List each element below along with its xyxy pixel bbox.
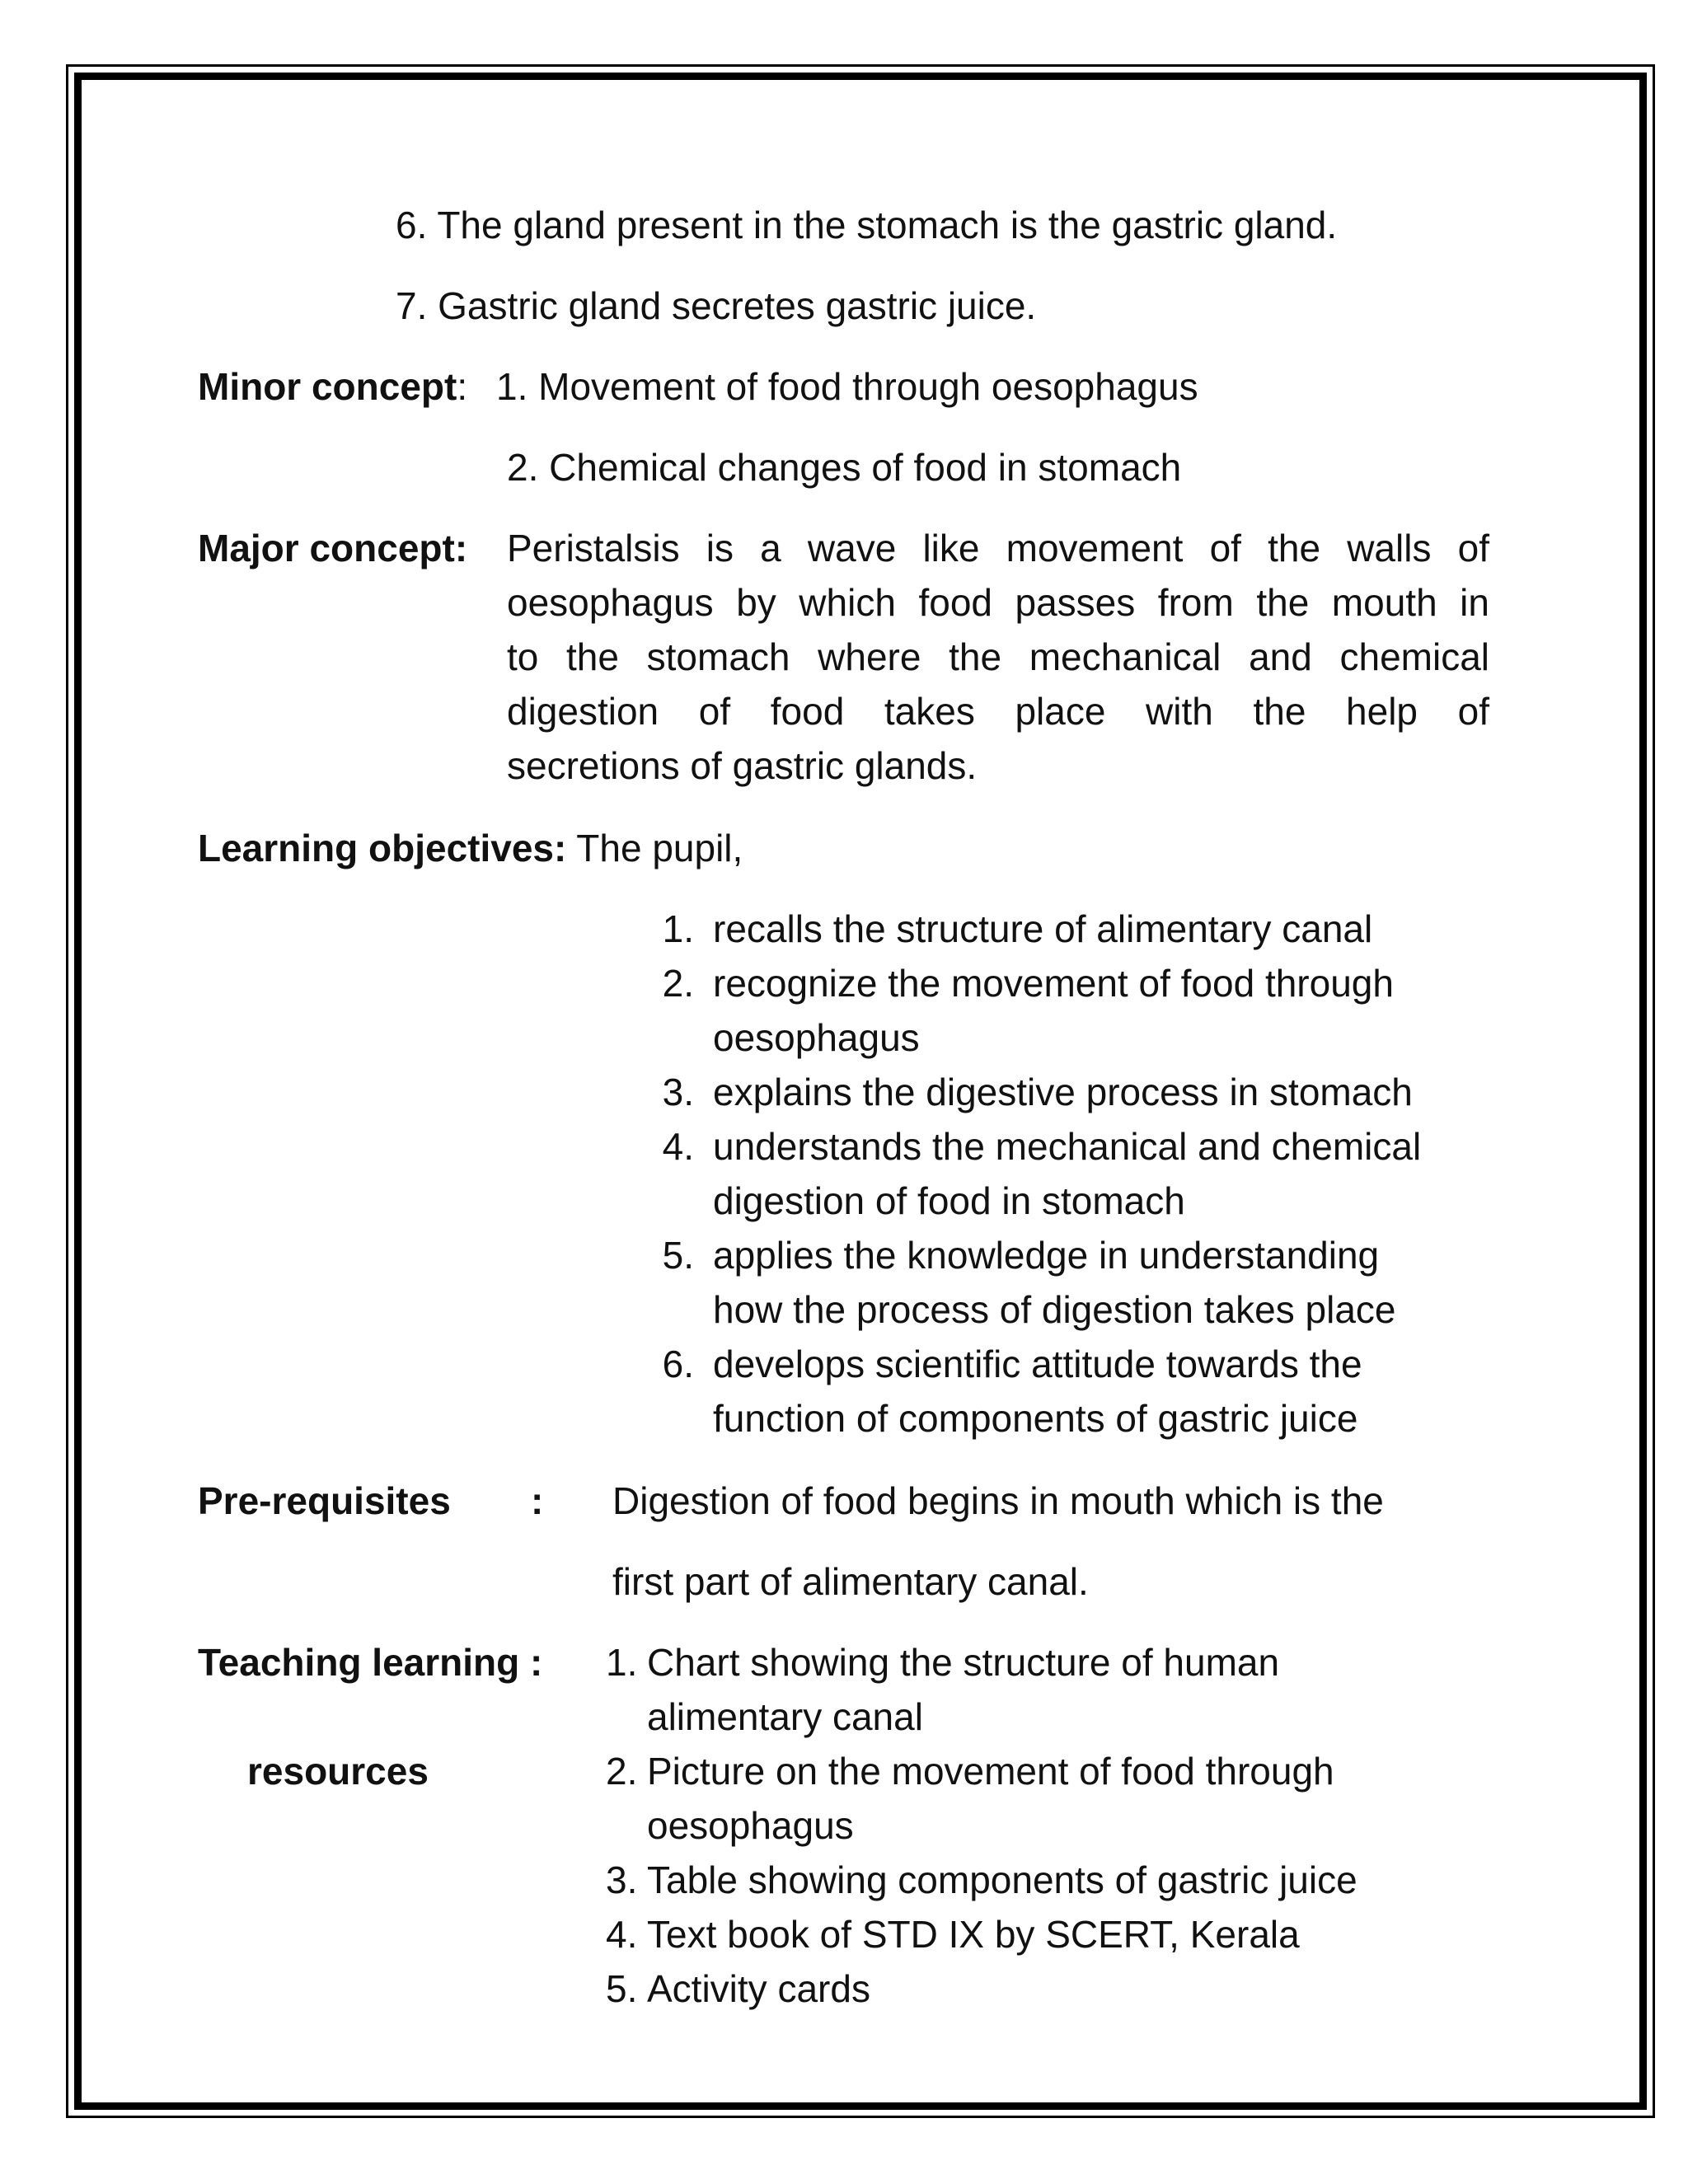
prerequisites-line-2: first part of alimentary canal. bbox=[612, 1560, 1089, 1603]
objective-text: applies the knowledge in understanding how the process of digestion takes place bbox=[713, 1234, 1396, 1331]
resource-text: Picture on the movement of food through oesophagus bbox=[647, 1750, 1334, 1847]
objective-text: develops scientific attitude towards the function of components of gastric juice bbox=[713, 1343, 1362, 1440]
resource-number: 5. bbox=[606, 1967, 638, 2010]
major-concept-line-3: to the stomach where the mechanical and chemical bbox=[507, 635, 1489, 678]
intro-item-6: 6. The gland present in the stomach is the gastric gland. bbox=[396, 204, 1338, 246]
prerequisites-label: Pre-requisites bbox=[198, 1479, 451, 1522]
major-concept-line-1: Peristalsis is a wave like movement of the walls of bbox=[507, 527, 1489, 569]
resource-text: Text book of STD IX by SCERT, Kerala bbox=[647, 1913, 1300, 1956]
objective-text: explains the digestive process in stomach bbox=[713, 1071, 1413, 1113]
major-concept-line-2: oesophagus by which food passes from the mouth in bbox=[507, 581, 1489, 624]
objective-text: understands the mechanical and chemical digestion of food in stomach bbox=[713, 1125, 1422, 1222]
objective-number: 1. bbox=[662, 907, 694, 950]
minor-concept-item-2: 2. Chemical changes of food in stomach bbox=[507, 446, 1182, 489]
objective-number: 2. bbox=[662, 962, 694, 1005]
resource-number: 4. bbox=[606, 1913, 638, 1956]
minor-concept-heading bbox=[198, 359, 467, 414]
objective-number: 4. bbox=[662, 1125, 694, 1168]
objective-number: 6. bbox=[662, 1343, 694, 1385]
major-concept-label: Major concept: bbox=[198, 527, 468, 569]
minor-concept-colon: : bbox=[457, 365, 468, 408]
objective-number: 5. bbox=[662, 1234, 694, 1277]
prerequisites-line-1: Digestion of food begins in mouth which is the bbox=[612, 1479, 1384, 1522]
prerequisites-colon: : bbox=[531, 1479, 544, 1522]
minor-concept-item-1: 1. Movement of food through oesophagus bbox=[496, 365, 1198, 408]
objective-text: recognize the movement of food through oesophagus bbox=[713, 962, 1394, 1059]
resource-number: 2. bbox=[606, 1750, 638, 1793]
resource-number: 1. bbox=[606, 1641, 638, 1684]
minor-concept-label: Minor concept bbox=[198, 365, 457, 408]
resources-label-line-2: resources bbox=[247, 1750, 429, 1793]
resource-text: Chart showing the structure of human alimentary canal bbox=[647, 1641, 1280, 1738]
learning-objectives-heading bbox=[198, 821, 743, 875]
objective-text: recalls the structure of alimentary canal bbox=[713, 907, 1373, 950]
learning-objectives-lead: The pupil, bbox=[576, 827, 743, 869]
objective-number: 3. bbox=[662, 1071, 694, 1113]
resource-text: Table showing components of gastric juice bbox=[647, 1858, 1357, 1901]
learning-objectives-label: Learning objectives: bbox=[198, 827, 567, 869]
major-concept-line-5: secretions of gastric glands. bbox=[507, 744, 978, 787]
resource-text: Activity cards bbox=[647, 1967, 870, 2010]
major-concept-line-4: digestion of food takes place with the help of bbox=[507, 690, 1489, 733]
resource-number: 3. bbox=[606, 1858, 638, 1901]
intro-item-7: 7. Gastric gland secretes gastric juice. bbox=[396, 284, 1037, 327]
resources-label-line-1: Teaching learning : bbox=[198, 1641, 543, 1684]
